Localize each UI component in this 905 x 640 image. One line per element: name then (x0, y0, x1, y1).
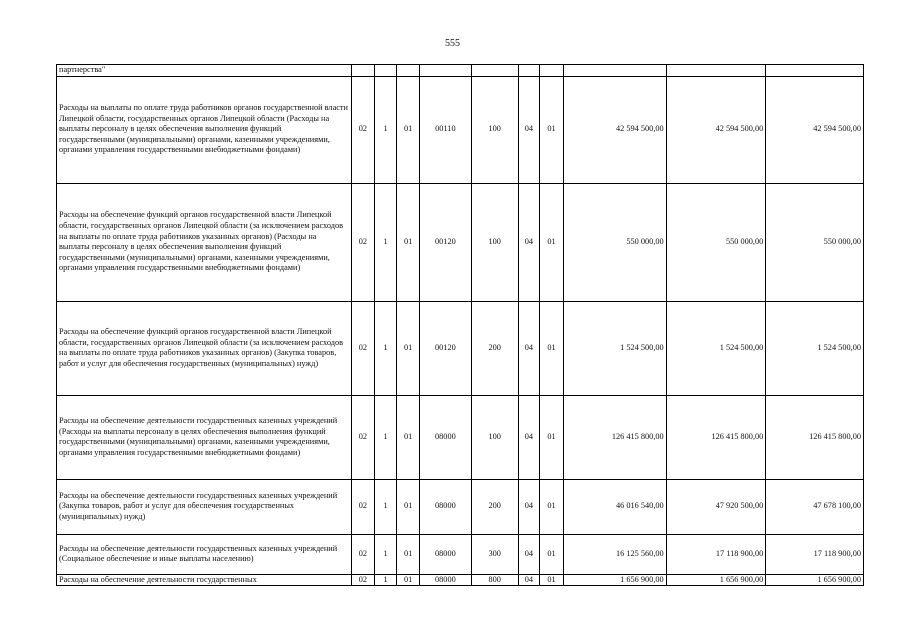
row-description: Расходы на выплаты по оплате труда работников органов государственной власти Липецкой области, государственных органов Липецкой области (Расходы на выплаты персоналу в целях обеспечения выполнения функций государственными (муниципальными) органами, казенными учреждениями, органами управления государственными внебюджетными фондами) (57, 76, 352, 183)
code-cell: 02 (351, 76, 374, 183)
amount-cell (666, 65, 766, 77)
code-cell: 01 (539, 479, 563, 534)
code-cell (397, 65, 420, 77)
code-cell: 04 (518, 534, 539, 574)
code-cell: 01 (397, 301, 420, 395)
code-cell: 01 (539, 301, 563, 395)
code-cell: 04 (518, 395, 539, 479)
page-number: 555 (445, 38, 460, 49)
code-cell: 800 (471, 574, 518, 586)
amount-cell: 1 656 900,00 (564, 574, 667, 586)
code-cell (374, 65, 396, 77)
code-cell: 04 (518, 574, 539, 586)
code-cell (518, 65, 539, 77)
code-cell: 00110 (420, 76, 471, 183)
code-cell (351, 65, 374, 77)
row-description: Расходы на обеспечение деятельности государственных казенных учреждений (Закупка товаров, работ и услуг для обеспечения государственных (муниципальных) нужд) (57, 479, 352, 534)
code-cell: 08000 (420, 395, 471, 479)
amount-cell: 47 678 100,00 (766, 479, 864, 534)
amount-cell: 126 415 800,00 (666, 395, 766, 479)
code-cell: 1 (374, 301, 396, 395)
code-cell (471, 65, 518, 77)
code-cell: 01 (539, 76, 563, 183)
amount-cell: 46 016 540,00 (564, 479, 667, 534)
code-cell: 08000 (420, 479, 471, 534)
code-cell: 02 (351, 395, 374, 479)
code-cell: 04 (518, 301, 539, 395)
amount-cell: 42 594 500,00 (666, 76, 766, 183)
amount-cell: 1 524 500,00 (564, 301, 667, 395)
table-row (57, 574, 864, 586)
amount-cell (564, 65, 667, 77)
amount-cell: 17 118 900,00 (766, 534, 864, 574)
row-description: Расходы на обеспечение функций органов государственной власти Липецкой области, государственных органов Липецкой области (за исключением расходов на выплаты по оплате труда работников указанных органов) (Закупка товаров, работ и услуг для обеспечения государственных (муниципальных) нужд) (57, 301, 352, 395)
code-cell: 1 (374, 534, 396, 574)
code-cell: 1 (374, 479, 396, 534)
table-row (57, 395, 864, 479)
amount-cell: 550 000,00 (564, 183, 667, 301)
code-cell: 08000 (420, 574, 471, 586)
code-cell: 02 (351, 301, 374, 395)
code-cell: 01 (539, 574, 563, 586)
code-cell: 02 (351, 183, 374, 301)
row-description: Расходы на обеспечение функций органов государственной власти Липецкой области, государственных органов Липецкой области (за исключением расходов на выплаты по оплате труда работников указанных органов) (Расходы на выплаты персоналу в целях обеспечения выполнения функций государственными (муниципальными) органами, казенными учреждениями, органами управления государственными внебюджетными фондами) (57, 183, 352, 301)
code-cell: 01 (397, 76, 420, 183)
code-cell: 02 (351, 479, 374, 534)
code-cell: 100 (471, 183, 518, 301)
amount-cell: 550 000,00 (666, 183, 766, 301)
code-cell: 200 (471, 479, 518, 534)
code-cell: 04 (518, 76, 539, 183)
code-cell: 01 (397, 183, 420, 301)
code-cell: 1 (374, 395, 396, 479)
code-cell: 01 (539, 183, 563, 301)
code-cell: 01 (397, 395, 420, 479)
code-cell: 100 (471, 76, 518, 183)
code-cell: 00120 (420, 183, 471, 301)
amount-cell: 47 920 500,00 (666, 479, 766, 534)
code-cell: 02 (351, 534, 374, 574)
code-cell: 04 (518, 183, 539, 301)
table-row (57, 301, 864, 395)
code-cell: 02 (351, 574, 374, 586)
code-cell: 08000 (420, 534, 471, 574)
code-cell (539, 65, 563, 77)
code-cell: 1 (374, 183, 396, 301)
row-description: Расходы на обеспечение деятельности государственных казенных учреждений (Расходы на выплаты персоналу в целях обеспечения выполнения функций государственными (муниципальными) органами, казенными учреждениями, органами управления государственными внебюджетными фондами) (57, 395, 352, 479)
row-description: партнерства" (57, 65, 352, 77)
amount-cell (766, 65, 864, 77)
table-row (57, 183, 864, 301)
code-cell: 200 (471, 301, 518, 395)
amount-cell: 1 656 900,00 (766, 574, 864, 586)
code-cell: 01 (539, 534, 563, 574)
code-cell: 300 (471, 534, 518, 574)
amount-cell: 1 524 500,00 (666, 301, 766, 395)
budget-table (56, 64, 864, 586)
code-cell: 01 (397, 574, 420, 586)
code-cell: 04 (518, 479, 539, 534)
amount-cell: 126 415 800,00 (564, 395, 667, 479)
code-cell: 100 (471, 395, 518, 479)
amount-cell: 126 415 800,00 (766, 395, 864, 479)
amount-cell: 17 118 900,00 (666, 534, 766, 574)
table-row (57, 76, 864, 183)
table-row (57, 534, 864, 574)
code-cell: 1 (374, 574, 396, 586)
row-description: Расходы на обеспечение деятельности государственных (57, 574, 352, 586)
code-cell: 00120 (420, 301, 471, 395)
code-cell: 01 (397, 479, 420, 534)
amount-cell: 42 594 500,00 (564, 76, 667, 183)
code-cell: 01 (539, 395, 563, 479)
row-description: Расходы на обеспечение деятельности государственных казенных учреждений (Социальное обеспечение и иные выплаты населению) (57, 534, 352, 574)
amount-cell: 1 524 500,00 (766, 301, 864, 395)
code-cell: 01 (397, 534, 420, 574)
code-cell (420, 65, 471, 77)
amount-cell: 550 000,00 (766, 183, 864, 301)
code-cell: 1 (374, 76, 396, 183)
table-row (57, 65, 864, 77)
amount-cell: 16 125 560,00 (564, 534, 667, 574)
amount-cell: 42 594 500,00 (766, 76, 864, 183)
table-row (57, 479, 864, 534)
amount-cell: 1 656 900,00 (666, 574, 766, 586)
